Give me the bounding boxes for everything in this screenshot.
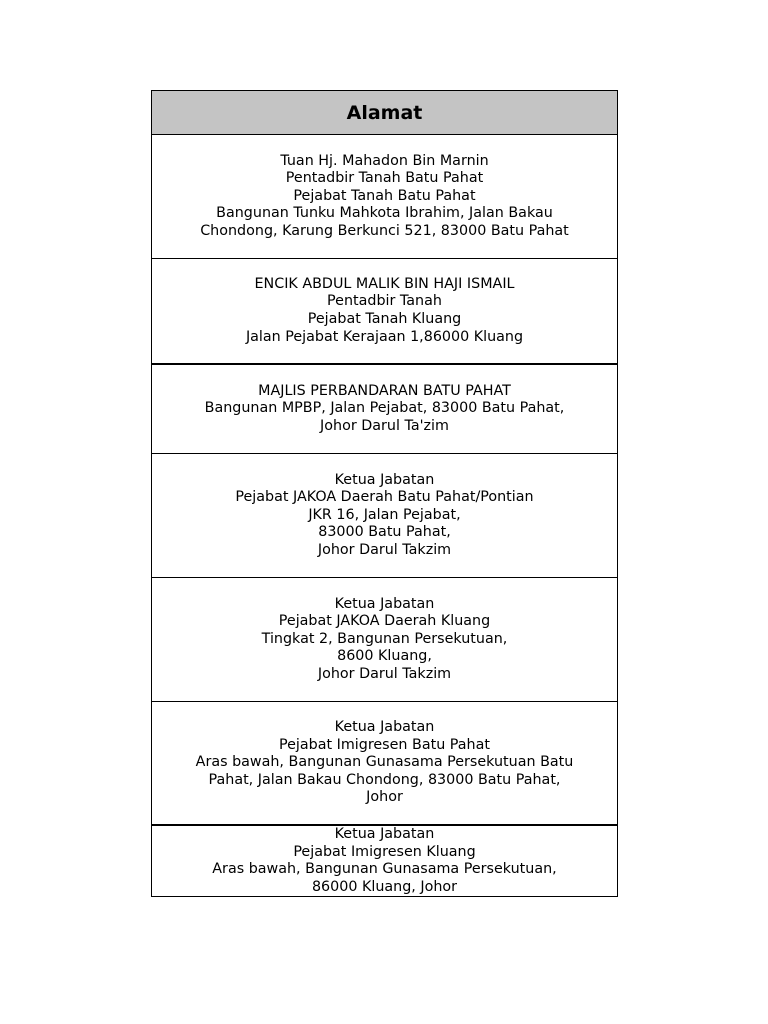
address-line: Pejabat Imigresen Batu Pahat [279, 736, 490, 753]
address-line: Pejabat Tanah Batu Pahat [293, 187, 476, 204]
address-line: Bangunan Tunku Mahkota Ibrahim, Jalan Bakau [216, 205, 553, 222]
address-row-5 [152, 578, 617, 702]
address-block [212, 826, 556, 896]
address-line: Johor [366, 789, 403, 806]
address-line: Ketua Jabatan [334, 471, 435, 488]
address-row-7 [152, 826, 617, 896]
address-line: Ketua Jabatan [334, 595, 435, 612]
address-line: Pejabat Imigresen Kluang [293, 843, 476, 860]
address-table [151, 90, 618, 897]
address-block [196, 719, 574, 807]
address-row-3 [152, 365, 617, 454]
address-line: Aras bawah, Bangunan Gunasama Persekutuan, [212, 861, 557, 878]
address-line: Aras bawah, Bangunan Gunasama Persekutuan Batu [195, 754, 574, 771]
table-header-alamat: Alamat [152, 91, 617, 135]
address-line: Bangunan MPBP, Jalan Pejabat, 83000 Batu Pahat, [204, 400, 565, 417]
address-line: ENCIK ABDUL MALIK BIN HAJI ISMAIL [254, 275, 515, 292]
address-row-4 [152, 454, 617, 578]
address-line: 8600 Kluang, [337, 648, 432, 665]
address-line: Pentadbir Tanah Batu Pahat [285, 170, 484, 187]
address-block [235, 472, 533, 560]
address-line: MAJLIS PERBANDARAN BATU PAHAT [258, 382, 511, 399]
address-block [205, 383, 565, 436]
address-block [246, 276, 523, 346]
address-block [200, 153, 569, 241]
address-row-6 [152, 702, 617, 826]
address-line: Pentadbir Tanah [327, 293, 442, 310]
address-line: 86000 Kluang, Johor [311, 878, 458, 895]
address-line: Johor Darul Takzim [317, 665, 452, 682]
address-line: Tuan Hj. Mahadon Bin Marnin [280, 152, 489, 169]
address-line: Johor Darul Takzim [317, 541, 452, 558]
address-block [262, 596, 508, 684]
address-line: Jalan Pejabat Kerajaan 1,86000 Kluang [245, 328, 524, 345]
address-line: Pejabat JAKOA Daerah Kluang [278, 613, 491, 630]
address-line: Ketua Jabatan [334, 719, 435, 736]
address-line: Tingkat 2, Bangunan Persekutuan, [261, 630, 508, 647]
address-line: Ketua Jabatan [334, 826, 435, 842]
address-row-2 [152, 259, 617, 365]
address-line: Pahat, Jalan Bakau Chondong, 83000 Batu Pahat, [208, 771, 561, 788]
address-line: Chondong, Karung Berkunci 521, 83000 Batu Pahat [200, 222, 569, 239]
address-line: JKR 16, Jalan Pejabat, [308, 506, 461, 523]
address-row-1 [152, 135, 617, 259]
address-line: Pejabat JAKOA Daerah Batu Pahat/Pontian [235, 489, 534, 506]
address-line: Johor Darul Ta'zim [320, 417, 449, 434]
address-line: 83000 Batu Pahat, [318, 524, 451, 541]
address-line: Pejabat Tanah Kluang [307, 311, 462, 327]
